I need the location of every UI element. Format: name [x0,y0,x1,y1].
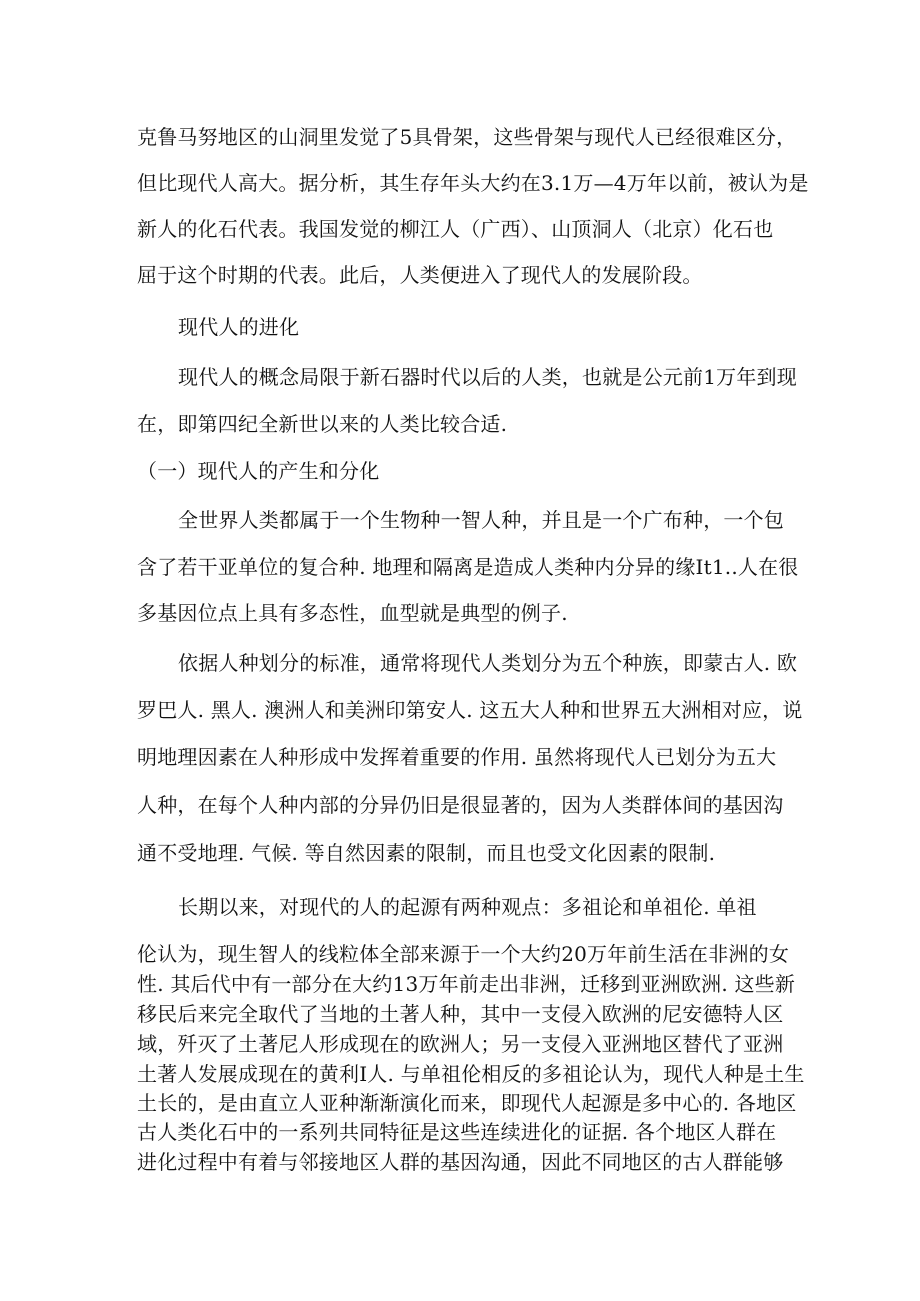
paragraph-1-line-2: 在，即第四纪全新世以来的人类比较合适. [137,412,508,436]
subsection-heading: （一）现代人的产生和分化 [137,459,380,483]
paragraph-4-line-4: 移民后来完全取代了当地的土著人种，其中一支侵入欧洲的尼安德特人区 [137,1002,784,1026]
paragraph-3-line-5: 通不受地理. 气候. 等自然因素的限制，而且也受文化因素的限制. [137,841,716,865]
text-line-3: 新人的化石代表。我国发觉的柳江人（广西）、山顶洞人（北京）化石也 [137,217,774,241]
paragraph-4-line-6: 土著人发展成现在的黄利I人. 与单祖伦相反的多祖论认为，现代人种是土生 [137,1062,805,1086]
paragraph-4-line-2: 伦认为，现生智人的线粒体全部来源于一个大约20万年前生活在非洲的女 [137,942,790,966]
paragraph-4-line-8: 古人类化石中的一系列共同特征是这些连续进化的证据. 各个地区人群在 [137,1120,777,1144]
text-line-4: 屈于这个时期的代表。此后，人类便进入了现代人的发展阶段。 [137,263,703,287]
paragraph-1-line-1: 现代人的概念局限于新石器时代以后的人类，也就是公元前1万年到现 [178,365,797,389]
paragraph-4-line-7: 土长的，是由直立人亚种渐渐演化而来，即现代人起源是多中心的. 各地区 [137,1091,797,1115]
paragraph-4-line-3: 性. 其后代中有一部分在大约13万年前走出非洲，迁移到亚洲欧洲. 这些新 [137,972,796,996]
paragraph-2-line-1: 全世界人类都属于一个生物种一智人种，并且是一个广布种，一个包 [178,508,784,532]
text-line-1: 克鲁马努地区的山洞里发觉了5具骨架，这些骨架与现代人已经很难区分， [137,125,797,149]
section-heading: 现代人的进化 [178,315,300,339]
text-line-2: 但比现代人高大。据分析，其生存年头大约在3.1万—4万年以前，被认为是 [137,171,809,195]
paragraph-4-line-1: 长期以来，对现代的人的起源有两种观点：多祖论和单祖伦. 单祖 [178,895,757,919]
paragraph-2-line-2: 含了若干亚单位的复合种. 地理和隔离是造成人类种内分异的缘It1..人在很 [137,555,799,579]
paragraph-3-line-3: 明地理因素在人种形成中发挥着重要的作用. 虽然将现代人已划分为五大 [137,745,777,769]
paragraph-4-line-5: 域，歼灭了土著尼人形成现在的欧洲人；另一支侵入亚洲地区替代了亚洲 [137,1032,784,1056]
paragraph-3-line-2: 罗巴人. 黑人. 澳洲人和美洲印第安人. 这五大人种和世界五大洲相对应，说 [137,698,803,722]
paragraph-3-line-4: 人种，在每个人种内部的分异仍旧是很显著的，因为人类群体间的基因沟 [137,793,784,817]
paragraph-2-line-3: 多基因位点上具有多态性，血型就是典型的例子. [137,601,568,625]
paragraph-3-line-1: 依据人种划分的标准，通常将现代人类划分为五个种族，即蒙古人. 欧 [178,651,798,675]
paragraph-4-line-9: 进化过程中有着与邻接地区人群的基因沟通，因此不同地区的古人群能够 [137,1150,784,1174]
